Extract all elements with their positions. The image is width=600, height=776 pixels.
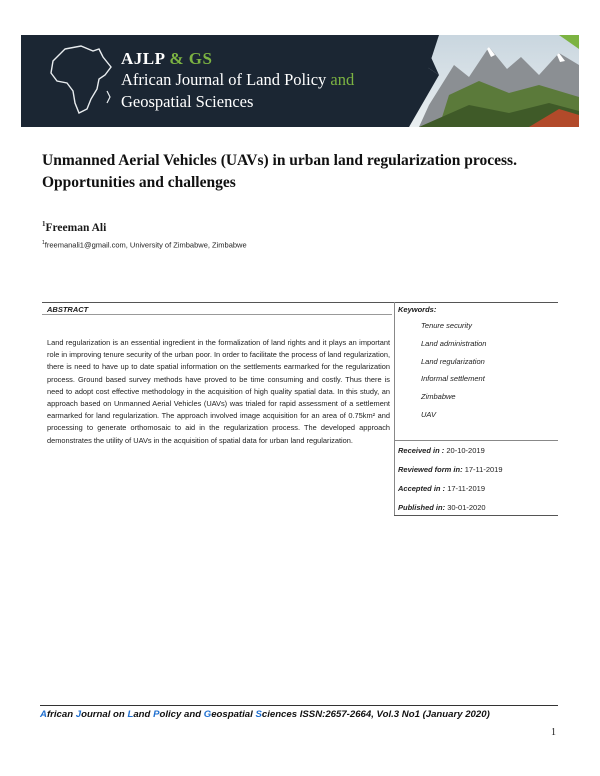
journal-abbrev: AJLP — [121, 49, 165, 68]
journal-name-line2: Geospatial Sciences — [121, 92, 254, 111]
africa-map-icon — [47, 43, 115, 119]
keyword-item: Land administration — [421, 338, 487, 348]
author-name — [42, 220, 106, 234]
received-label: Received in : — [398, 446, 445, 455]
affiliation-text: freemanali1@gmail.com, University of Zimbabwe, Zimbabwe — [44, 240, 247, 250]
abstract-text: Land regularization is an essential ingredient in the formalization of land rights and it plays an important role in improving tenure security of the urban poor. In order to facilitate the process of land regularization, there is need to have up to date spatial information on the settlements earmarked for the regularization process. Ground based survey methods have proved to be time consuming and costly. Thus there is need to adopt cost effective methodology in the acquisition of high quality spatial data. In this study, an approach based on Unmanned Aerial Vehicles (UAVs) was trialed for rapid assessment of a settlement earmarked for land regularization. The approach involved image acquisition for an area of 0.75km² and processing to generate orthomosaic to aid in the regularization process. The developed approach demonstrates the utility of UAVs in the acquisition of spatial data for urban land regularization. — [47, 338, 390, 445]
journal-banner — [21, 35, 579, 127]
journal-name-line1: African Journal of Land Policy — [121, 70, 327, 89]
journal-brand — [121, 49, 354, 113]
author-name-text: Freeman Ali — [45, 221, 107, 234]
keyword-item: UAV — [421, 409, 437, 419]
affiliation-superscript: 1 — [42, 240, 45, 246]
keyword-item: Land regularization — [421, 356, 485, 366]
accepted-value: 17-11-2019 — [447, 484, 485, 493]
accepted-label: Accepted in : — [398, 484, 446, 493]
footer-initial-l: L — [127, 709, 134, 720]
column-divider — [394, 302, 395, 515]
journal-abbrev-gs: & GS — [169, 49, 213, 68]
journal-footer — [40, 709, 490, 720]
footer-word: ournal on — [81, 709, 128, 720]
abstract-heading: ABSTRACT — [47, 305, 89, 314]
footer-word: eospatial — [211, 709, 256, 720]
article-title: Unmanned Aerial Vehicles (UAVs) in urban land regularization process. Opportunities and challenges — [42, 152, 517, 191]
mountain-landscape-image — [409, 35, 579, 127]
received-value: 20-10-2019 — [446, 446, 485, 455]
article-dates — [398, 446, 503, 522]
reviewed-label: Reviewed form in: — [398, 465, 463, 474]
footer-initial-a: A — [40, 709, 47, 720]
author-superscript: 1 — [42, 220, 46, 228]
footer-word: ciences — [261, 709, 298, 720]
footer-word: frican — [46, 709, 76, 720]
footer-rule — [40, 705, 558, 706]
footer-issn: ISSN:2657-2664, Vol.3 No1 (January 2020) — [297, 709, 490, 720]
footer-initial-p: P — [153, 709, 160, 720]
abstract-bottom-rule — [394, 515, 558, 516]
keyword-item: Zimbabwe — [421, 392, 456, 402]
received-date — [398, 446, 503, 465]
author-affiliation — [42, 240, 247, 250]
footer-initial-g: G — [203, 709, 212, 720]
footer-initial-s: S — [255, 709, 262, 720]
footer-initial-j: J — [75, 709, 82, 720]
keyword-item: Tenure security — [421, 321, 472, 330]
published-value: 30-01-2020 — [447, 503, 486, 512]
keywords-bottom-rule — [394, 440, 558, 441]
accepted-date — [398, 484, 503, 503]
journal-name-and: and — [330, 70, 355, 89]
published-label: Published in: — [398, 503, 446, 512]
keyword-item: Informal settlement — [421, 374, 485, 384]
footer-word: olicy and — [159, 709, 204, 720]
published-date — [398, 503, 503, 522]
footer-word: and — [133, 709, 154, 720]
keywords-list — [421, 320, 486, 427]
abstract-top-rule-2 — [42, 314, 392, 315]
reviewed-date — [398, 465, 503, 484]
keywords-heading: Keywords: — [398, 305, 437, 314]
abstract-top-rule — [42, 302, 558, 303]
page-number: 1 — [551, 727, 556, 738]
reviewed-value: 17-11-2019 — [464, 465, 503, 474]
